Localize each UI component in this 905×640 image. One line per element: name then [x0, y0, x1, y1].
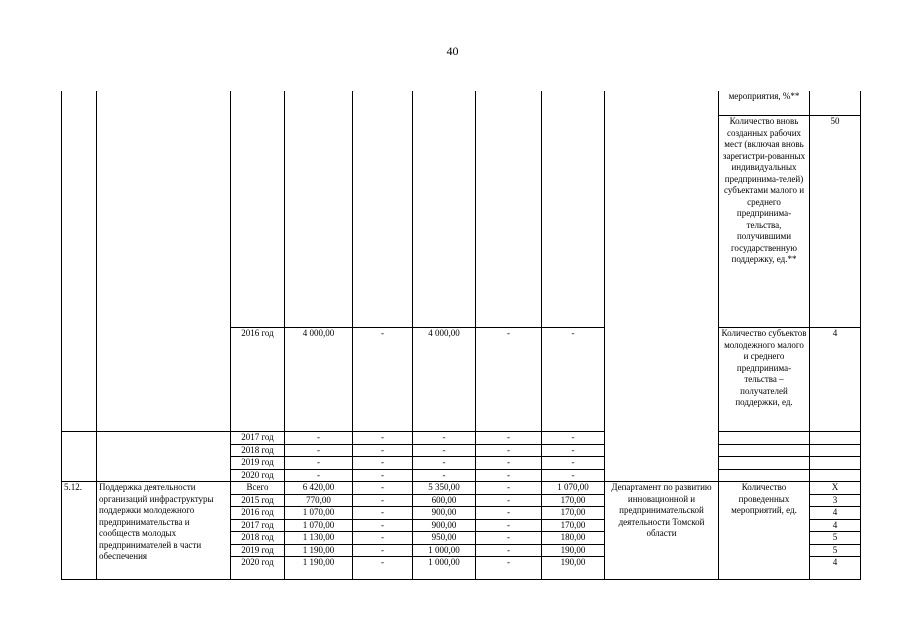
cell-name-empty — [97, 432, 231, 482]
amount-cell: - — [285, 457, 353, 470]
indicator-cell: Количество проведенных мероприятий, ед. — [719, 482, 810, 580]
cell-name-empty — [97, 91, 231, 432]
indicator-value-cell: 4 — [810, 328, 861, 432]
indicator-value-cell: 50 — [810, 116, 861, 328]
indicator-value-cell — [810, 91, 861, 116]
indicator-cell — [719, 432, 810, 445]
indicator-value-cell: 5 — [810, 544, 861, 557]
amount-cell: 4 000,00 — [285, 328, 353, 432]
year-cell: 2018 год — [231, 444, 285, 457]
amount-cell: - — [353, 507, 413, 520]
cell-executor-empty — [605, 91, 719, 482]
amount-cell: - — [476, 532, 542, 545]
amount-cell: 190,00 — [542, 544, 605, 557]
amount-cell: 900,00 — [413, 519, 476, 532]
indicator-value-cell: 5 — [810, 532, 861, 545]
amount-cell: - — [476, 482, 542, 495]
indicator-cell — [719, 457, 810, 470]
indicator-value-cell — [810, 457, 861, 470]
year-cell: 2018 год — [231, 532, 285, 545]
amount-cell: - — [476, 494, 542, 507]
amount-cell: - — [476, 432, 542, 445]
amount-cell: - — [353, 328, 413, 432]
amount-cell: 170,00 — [542, 507, 605, 520]
amount-cell: 190,00 — [542, 557, 605, 580]
cell-extra-empty — [542, 91, 605, 328]
amount-cell: 170,00 — [542, 494, 605, 507]
amount-cell: - — [285, 444, 353, 457]
indicator-value-cell: X — [810, 482, 861, 495]
indicator-value-cell — [810, 469, 861, 482]
amount-cell: 1 070,00 — [285, 519, 353, 532]
amount-cell: - — [353, 532, 413, 545]
cell-year-empty — [231, 91, 285, 328]
amount-cell: - — [413, 457, 476, 470]
amount-cell: - — [353, 457, 413, 470]
amount-cell: - — [476, 557, 542, 580]
year-cell: 2020 год — [231, 557, 285, 580]
indicator-value-cell: 4 — [810, 507, 861, 520]
amount-cell: - — [476, 519, 542, 532]
year-cell: 2016 год — [231, 507, 285, 520]
amount-cell: 600,00 — [413, 494, 476, 507]
amount-cell: 1 190,00 — [285, 557, 353, 580]
amount-cell: - — [476, 507, 542, 520]
year-cell: 2016 год — [231, 328, 285, 432]
page-number: 40 — [446, 44, 459, 58]
year-cell: 2019 год — [231, 457, 285, 470]
table-row — [62, 91, 861, 116]
item-name: Поддержка деятельности организаций инфраструктуры поддержки молодежного предпринимательства и сообществ молодых предпринимателей в части обеспечения — [97, 482, 231, 580]
amount-cell: - — [353, 432, 413, 445]
amount-cell: - — [413, 469, 476, 482]
amount-cell: - — [542, 469, 605, 482]
indicator-value-cell: 4 — [810, 519, 861, 532]
amount-cell: - — [353, 444, 413, 457]
amount-cell: 1 000,00 — [413, 557, 476, 580]
indicator-value-cell: 4 — [810, 557, 861, 580]
amount-cell: - — [542, 444, 605, 457]
amount-cell: 1 070,00 — [285, 507, 353, 520]
amount-cell: - — [285, 469, 353, 482]
year-cell: 2017 год — [231, 432, 285, 445]
indicator-value-cell — [810, 432, 861, 445]
executor-cell: Департамент по развитию инновационной и предпринимательской деятельности Томской области — [605, 482, 719, 580]
indicator-cell — [719, 469, 810, 482]
amount-cell: 1 190,00 — [285, 544, 353, 557]
amount-cell: 1 130,00 — [285, 532, 353, 545]
amount-cell: 1 000,00 — [413, 544, 476, 557]
amount-cell: - — [542, 457, 605, 470]
indicator-value-cell — [810, 444, 861, 457]
cell-number-empty — [62, 432, 97, 482]
cell-number-empty — [62, 91, 97, 432]
amount-cell: - — [353, 469, 413, 482]
amount-cell: - — [476, 457, 542, 470]
cell-local-empty — [476, 91, 542, 328]
indicator-cell: мероприятия, %** — [719, 91, 810, 116]
year-cell: Всего — [231, 482, 285, 495]
amount-cell: - — [476, 544, 542, 557]
amount-cell: 950,00 — [413, 532, 476, 545]
cell-fed-empty — [353, 91, 413, 328]
table-row — [62, 432, 861, 445]
amount-cell: - — [476, 444, 542, 457]
cell-total-empty — [285, 91, 353, 328]
amount-cell: 6 420,00 — [285, 482, 353, 495]
amount-cell: - — [285, 432, 353, 445]
amount-cell: - — [353, 494, 413, 507]
item-number: 5.12. — [62, 482, 97, 580]
indicator-value-cell: 3 — [810, 494, 861, 507]
indicator-cell: Количество субъектов молодежного малого и среднего предпринима-тельства – получателей поддержки, ед. — [719, 328, 810, 432]
program-table — [61, 91, 861, 580]
year-cell: 2019 год — [231, 544, 285, 557]
amount-cell: 770,00 — [285, 494, 353, 507]
amount-cell: - — [476, 469, 542, 482]
amount-cell: 1 070,00 — [542, 482, 605, 495]
amount-cell: - — [353, 482, 413, 495]
amount-cell: - — [542, 328, 605, 432]
amount-cell: - — [413, 444, 476, 457]
amount-cell: - — [353, 519, 413, 532]
amount-cell: 170,00 — [542, 519, 605, 532]
amount-cell: - — [476, 328, 542, 432]
amount-cell: 4 000,00 — [413, 328, 476, 432]
amount-cell: 180,00 — [542, 532, 605, 545]
amount-cell: 5 350,00 — [413, 482, 476, 495]
amount-cell: - — [413, 432, 476, 445]
amount-cell: - — [353, 544, 413, 557]
cell-reg-empty — [413, 91, 476, 328]
amount-cell: 900,00 — [413, 507, 476, 520]
year-cell: 2015 год — [231, 494, 285, 507]
table-row — [62, 482, 861, 495]
year-cell: 2017 год — [231, 519, 285, 532]
year-cell: 2020 год — [231, 469, 285, 482]
amount-cell: - — [353, 557, 413, 580]
indicator-cell: Количество вновь созданных рабочих мест (включая вновь зарегистри-рованных индивидуальных предпринима-телей) субъектами малого и среднего предпринима-тельства, получившими государственную поддержку, ед.** — [719, 116, 810, 328]
indicator-cell — [719, 444, 810, 457]
amount-cell: - — [542, 432, 605, 445]
